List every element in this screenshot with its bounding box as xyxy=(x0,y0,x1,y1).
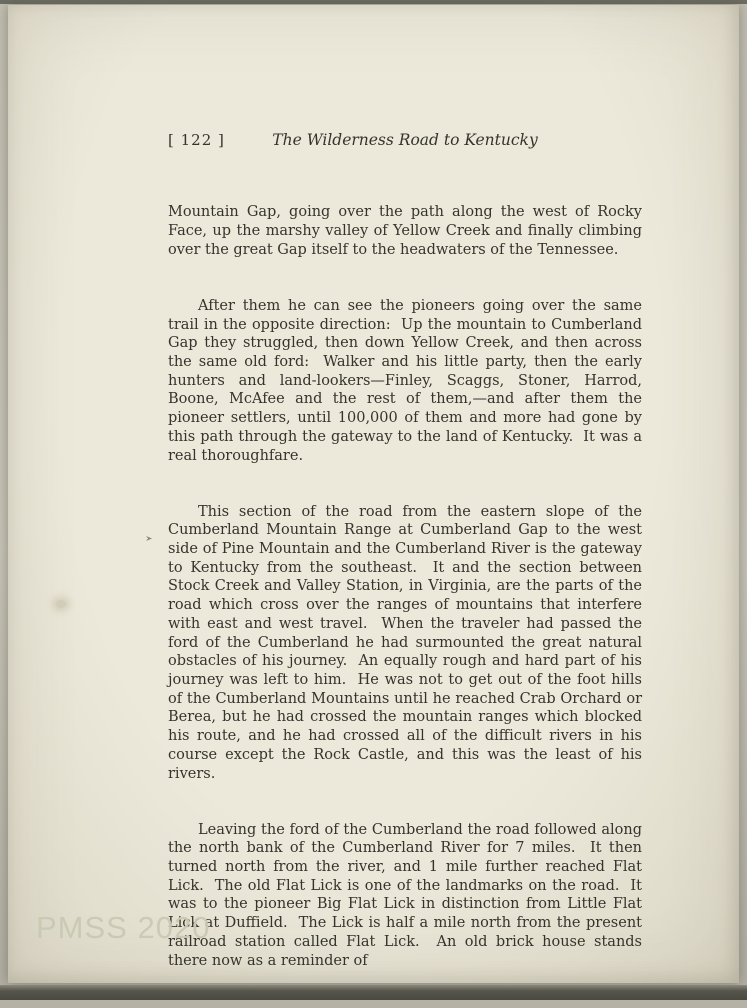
paragraph: This section of the road from the eastern slope of the Cumberland Mountain Range at Cumberland Gap to the west side of Pine Mountain and the Cumberland River is the gateway to Kentucky from the southeast. It and the section between Stock Creek and Valley Station, in Virginia, are the parts of the road which cross over the ranges of mountains that interfere with east and west travel. When the traveler had passed the ford of the Cumberland he had surmounted the great natural obstacles of his journey. An equally rough and hard part of his journey was left to him. He was not to get out of the foot hills of the Cumberland Mountains until he reached Crab Orchard or Berea, but he had crossed the mountain ranges which blocked his route, and he had crossed all of the difficult rivers in his course except the Rock Castle, and this was the least of his rivers. xyxy=(168,503,647,782)
book-page xyxy=(8,5,739,983)
scan-top-edge xyxy=(0,0,747,4)
paragraph: After them he can see the pioneers going over the same trail in the opposite direction: Up the mountain to Cumberland Gap they struggled, then down Yellow Creek, and then across the same old ford: Walker and his little party, then the early hunters and land-lookers—Finley, Scaggs, Stoner, Harrod, Boone, McAfee and the rest of them,—and after them the pioneer settlers, until 100,000 of them and more had gone by this path through the gateway to the land of Kentucky. It was a real thoroughfare. xyxy=(168,297,647,464)
text-column xyxy=(168,131,647,1008)
body-text xyxy=(168,166,647,1008)
paper-stain xyxy=(56,600,66,608)
scan-speck xyxy=(146,536,152,541)
paragraph-continuation: Mountain Gap, going over the path along the west of Rocky Face, up the marshy valley of Yellow Creek and finally climbing over the great Gap itself to the headwaters of the Tennessee. xyxy=(168,204,647,258)
scan-bottom-edge xyxy=(0,985,747,1000)
page-header xyxy=(168,131,642,153)
paragraph: Leaving the ford of the Cumberland the road followed along the north bank of the Cumberland River for 7 miles. It then turned north from the river, and 1 mile further reached Flat Lick. The old Flat Lick is one of the landmarks on the road. It was to the pioneer Big Flat Lick in distinction from Little Flat Lick at Duffield. The Lick is half a mile north from the present railroad station called Flat Lick. An old brick house stands there now as a reminder of xyxy=(168,821,647,969)
watermark: PMSS 2020 xyxy=(36,910,211,945)
page-number: [ 122 ] xyxy=(168,131,225,149)
running-title: The Wilderness Road to Kentucky xyxy=(272,131,538,149)
